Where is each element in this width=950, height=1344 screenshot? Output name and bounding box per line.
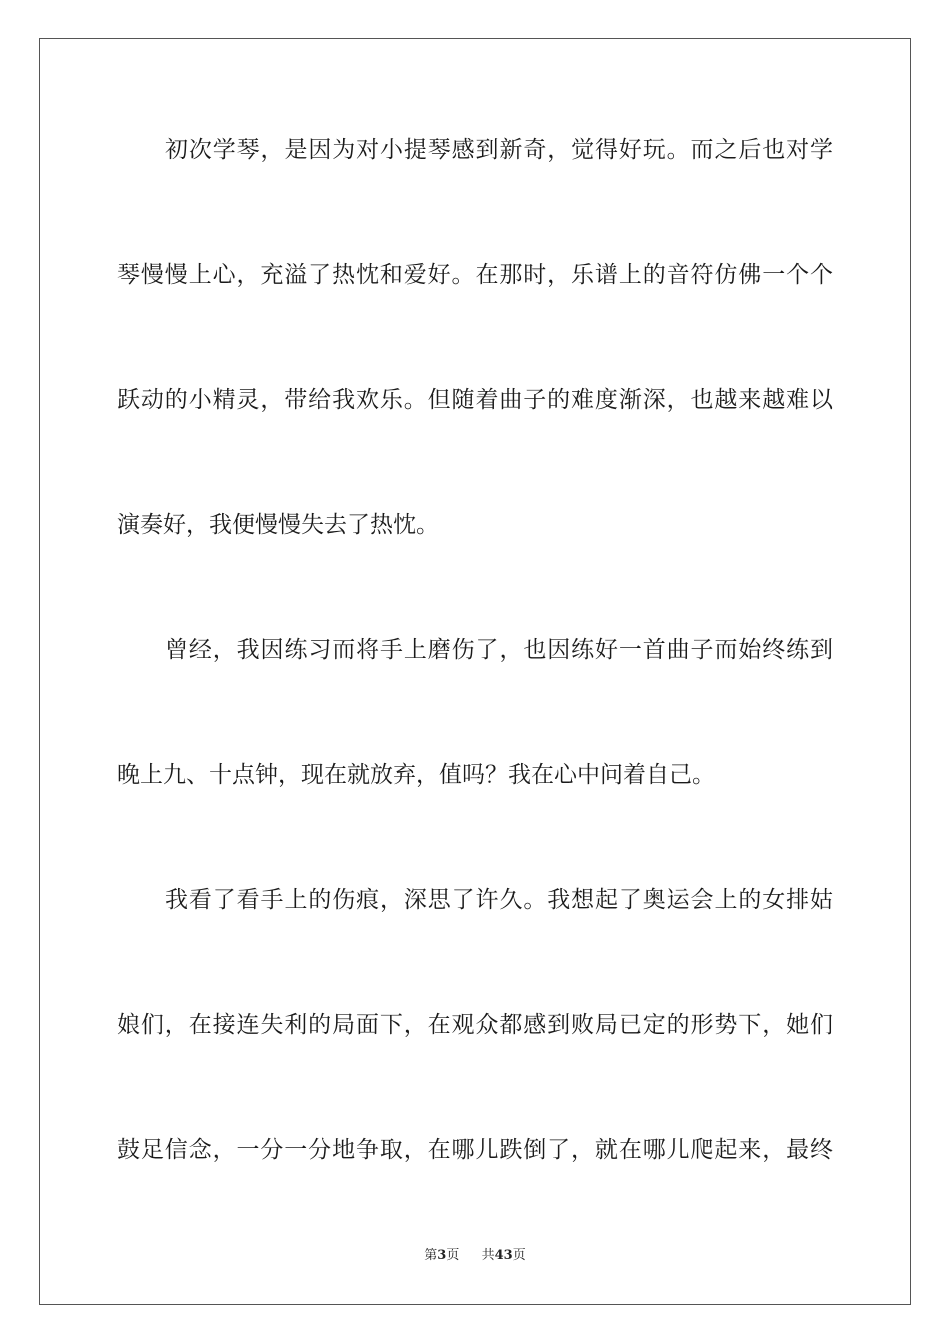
text-line-9: 鼓足信念，一分一分地争取，在哪儿跌倒了，就在哪儿爬起来，最终 xyxy=(117,1137,833,1163)
page-border xyxy=(39,38,911,1305)
footer-page-number: 3 xyxy=(437,1248,447,1263)
page-footer xyxy=(0,1247,950,1265)
text-line-5: 曾经，我因练习而将手上磨伤了，也因练好一首曲子而始终练到 xyxy=(165,637,833,663)
text-line-2: 琴慢慢上心，充溢了热忱和爱好。在那时，乐谱上的音符仿佛一个个 xyxy=(117,262,833,288)
footer-total-prefix: 共 xyxy=(481,1248,495,1263)
footer-total-pages: 43 xyxy=(494,1248,513,1263)
text-line-1: 初次学琴，是因为对小提琴感到新奇，觉得好玩。而之后也对学 xyxy=(165,137,833,163)
footer-page-prefix: 第 xyxy=(424,1248,438,1263)
text-line-7: 我看了看手上的伤痕，深思了许久。我想起了奥运会上的女排姑 xyxy=(165,887,833,913)
text-line-8: 娘们，在接连失利的局面下，在观众都感到败局已定的形势下，她们 xyxy=(117,1012,833,1038)
text-line-6: 晚上九、十点钟，现在就放弃，值吗？我在心中问着自己。 xyxy=(117,762,715,788)
footer-total-suffix: 页 xyxy=(512,1248,526,1263)
text-line-4: 演奏好，我便慢慢失去了热忱。 xyxy=(117,512,439,538)
text-line-3: 跃动的小精灵，带给我欢乐。但随着曲子的难度渐深，也越来越难以 xyxy=(117,387,833,413)
footer-page-suffix: 页 xyxy=(446,1248,460,1263)
